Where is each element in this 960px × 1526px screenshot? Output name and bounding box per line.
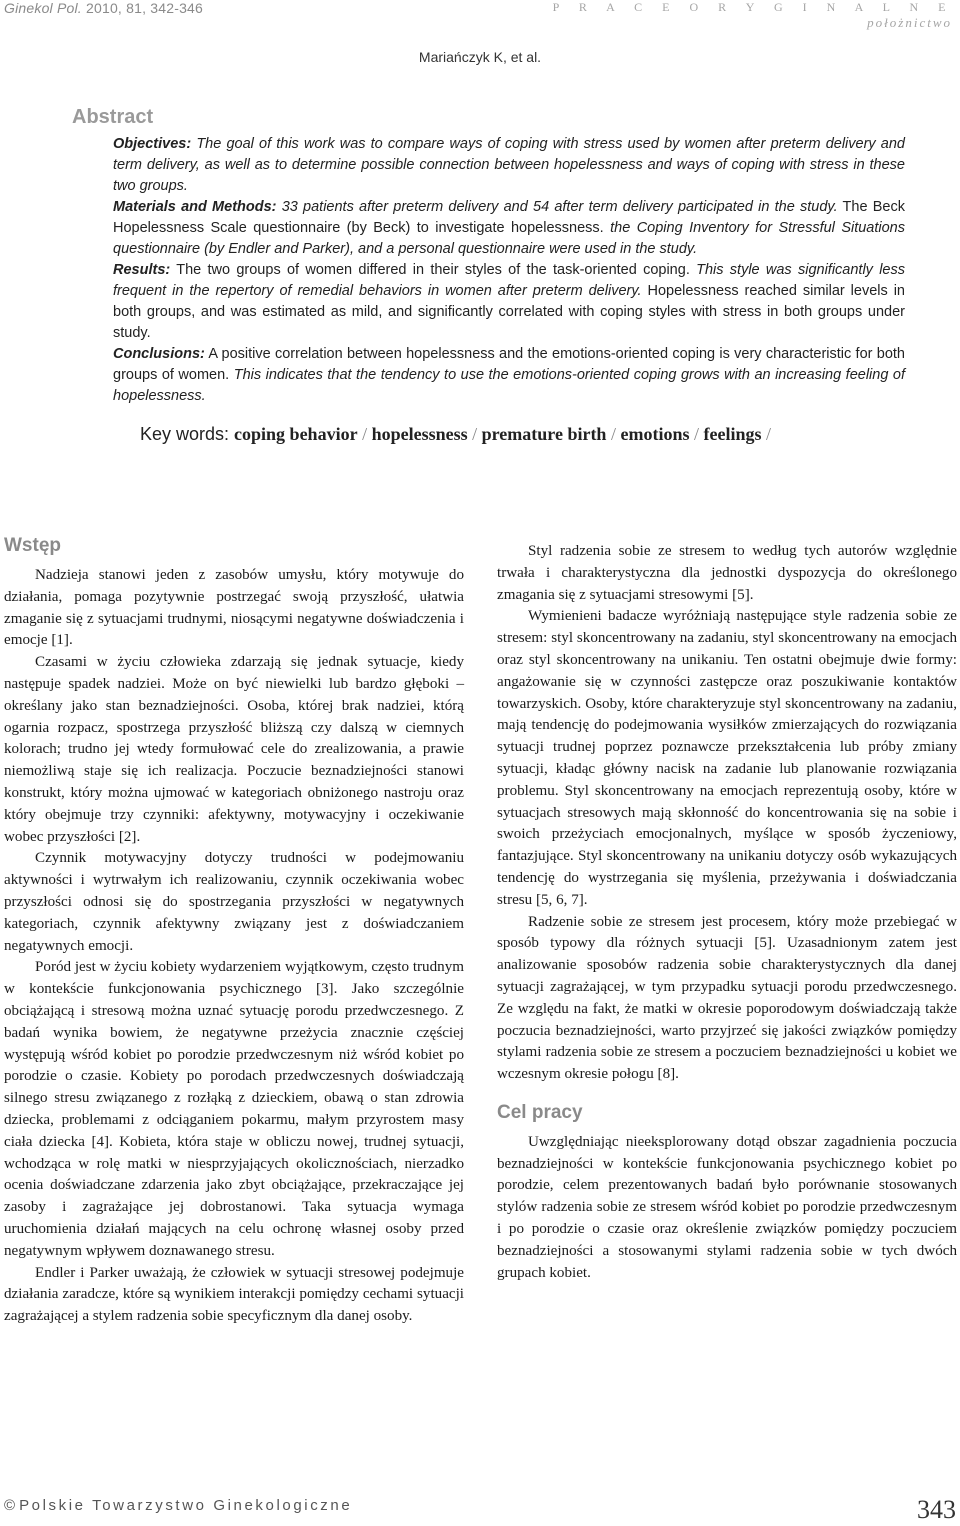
body-paragraph: Wymienieni badacze wyróżniają następujące style radzenia sobie ze stresem: styl skoncentrowany na zadaniu, styl skoncentrowany na emocjach oraz styl skoncentrowany na unikaniu. Ten ostatni obejmuje dwie formy: angażowanie się w czynności zastępcze oraz poszukiwanie kontaktów towarzyskich. Osoby, które charakteryzuje styl skoncentrowany na zadaniu, mają tendencję do podejmowania wysiłków zmierzających do rozwiązania sytuacji trudnej poprzez poznawcze przekształcenia lub próby zmiany sytuacji, kładąc główny nacisk na zadanie lub planowanie rozwiązania problemu. Styl skoncentrowany na emocjach reprezentują osoby, które w sytuacjach stresowych mają skłonność do koncentrowania się na sobie i swoich przeżyciach emocjonalnych, myślące w sposób życzeniowy, fantazjujące. Styl skoncentrowany na unikaniu dotyczy osób wykazujących tendencję do wystrzegania się myślenia, przeżywania i doświadczania stresu [5, 6, 7]. (497, 608, 957, 908)
results-text-2: This style was significantly less frequent in the repertory of remedial behaviors in women after preterm delivery. (113, 262, 905, 299)
conclusions-label: Conclusions: (113, 346, 205, 362)
keyword: premature birth (481, 424, 607, 444)
section-heading-cel-pracy: Cel pracy (497, 1101, 583, 1123)
society-name: Polskie Towarzystwo Ginekologiczne (19, 1497, 353, 1514)
section-label: P R A C E O R Y G I N A L N E (552, 0, 954, 14)
body-paragraph: Styl radzenia sobie ze stresem to według tych autorów względnie trwała i charakterystyczna dla jednostki dyspozycja do określonego zmagania się z sytuacjami stresowymi [5]. (497, 543, 957, 603)
section-sublabel: położnictwo (867, 15, 952, 30)
keyword: hopelessness (371, 424, 468, 444)
keyword-separator: / (467, 424, 482, 444)
body-paragraph: Czynnik motywacyjny dotyczy trudności w podejmowaniu aktywności i wytrwałym ich realizowaniu, czynnik oczekiwania wobec przyszłości odnosi się do spostrzegania przyszłości w negatywnych kategoriach, czynnik afektywny związany jest z doświadczaniem negatywnych emocji. (4, 850, 464, 954)
journal-volume: 2010, 81, 342-346 (81, 0, 204, 16)
methods-text-3: the Coping Inventory for Stressful Situations questionnaire (by Endler and Parker), and a personal questionnaire were used in the study. (113, 220, 905, 257)
keyword-separator: / (689, 424, 704, 444)
body-paragraph: Uwzględniając nieeksplorowany dotąd obszar zagadnienia poczucia beznadziejności w kontekście funkcjonowania psychicznego kobiet po porodzie, celem prezentowanych badań było porównanie stosowanych stylów radzenia sobie ze stresem wśród kobiet po porodzie przedwczesnym i po porodzie o czasie oraz określenie związków pomiędzy poczuciem beznadziejności a stosowanymi stylami radzenia sobie w tych dwóch grupach kobiet. (497, 1133, 957, 1281)
abstract-methods (113, 197, 905, 260)
methods-label: Materials and Methods: (113, 199, 277, 215)
keywords-label: Key words: (140, 424, 235, 444)
keyword-separator: / (357, 424, 372, 444)
abstract-body (113, 134, 905, 407)
keyword-separator: / (761, 424, 771, 444)
abstract-conclusions (113, 344, 905, 407)
section-heading-wstep: Wstęp (4, 535, 61, 556)
body-paragraph: Radzenie sobie ze stresem jest procesem, który może przebiegać w sposób typowy dla różnych sytuacji [5]. Uzasadnionym zatem jest analizowanie sposobów radzenia sobie charakterystycznych dla danej sytuacji zagrażającej, w tym przypadku sytuacji porodu przedwczesnego. Ze względu na fakt, że matki w okresie poporodowym doświadczają także poczucia beznadziejności, warto przyjrzeć się jakości związków pomiędzy stylami radzenia sobie ze stresem a poczuciem beznadziejności u kobiet we wczesnym okresie połogu [8]. (497, 913, 957, 1083)
left-column (4, 565, 464, 1328)
keyword: emotions (620, 424, 690, 444)
results-label: Results: (113, 262, 171, 278)
keyword-separator: / (606, 424, 621, 444)
copyright-icon: © (4, 1497, 16, 1514)
abstract-title: Abstract (72, 106, 154, 128)
body-paragraph: Poród jest w życiu kobiety wydarzeniem wyjątkowym, często trudnym w kontekście funkcjonowania psychicznego [3]. Jako szczególnie obciążającą i stresową można uznać sytuację porodu przedwczesnego. Z badań wynika bowiem, że negatywne przeżycia znacznie częściej występują wśród kobiet po porodzie przedwczesnym niż wśród kobiet po porodzie o czasie. Kobiety po porodach przedwczesnych doświadczają silnego stresu związanego z rozłąką z dzieckiem, obawą o stan zdrowia dziecka, problemami z odciąganiem pokarmu, małym przyrostem masy ciała dziecka [4]. Kobieta, która staje w obliczu nowej, trudnej sytuacji, wchodząca w rolę matki w niesprzyjających okolicznościach, nierzadko ocenia doświadczane zdarzenia jako zbyt obciążające, przekraczające jej zasoby i zagrażające jej dobrostanowi. Taka sytuacja wymaga uruchomienia działań mających na celu ochronę własnej osoby przed negatywnym wpływem doznawanego stresu. (4, 959, 464, 1259)
keywords-line (140, 424, 771, 445)
body-paragraph: Czasami w życiu człowieka zdarzają się jednak sytuacje, kiedy następuje spadek nadziei. Może on być niewielki lub bardzo głęboki – określany jako stan beznadziejności. Osoba, której brak nadziei, którą ogarnia rozpacz, spostrzega przyszłość bliższą czy dalszą w ciemnych kolorach; trudno jej wtedy formułować cele do zrealizowania, a prawie niemożliwą staje się ich realizacja. Poczucie beznadziejności stanowi konstrukt, który można ujmować w kategoriach obniżonego nastroju oraz który obejmuje trzy czynniki: afektywny, motywacyjny i oczekiwanie wobec przyszłości [2]. (4, 654, 464, 845)
right-column (497, 541, 957, 1284)
journal-citation (4, 0, 203, 16)
abstract-objectives (113, 134, 905, 197)
results-text-3: Hopelessness reached similar levels in both groups, and was estimated as mild, and significantly correlated with coping styles with stress in both groups under study. (113, 283, 905, 341)
abstract-results (113, 260, 905, 344)
journal-name: Ginekol Pol. (4, 0, 82, 16)
body-paragraph: Endler i Parker uważają, że człowiek w sytuacji stresowej podejmuje działania zaradcze, które są wynikiem interakcji pomiędzy cechami sytuacji zagrażającej a stylem radzenia sobie specyficznym dla danej osoby. (4, 1264, 464, 1325)
conclusions-text-2: This indicates that the tendency to use the emotions-oriented coping grows with an increasing feeling of hopelessness. (113, 367, 905, 404)
page-number: 343 (917, 1495, 956, 1524)
keyword: feelings (703, 424, 762, 444)
methods-text-2: The Beck Hopelessness Scale questionnaire (by Beck) to investigate hopelessness. (113, 199, 905, 236)
running-authors: Mariańczyk K, et al. (418, 49, 542, 65)
methods-text-1: 33 patients after preterm delivery and 54 after term delivery participated in the study. (276, 199, 838, 215)
objectives-label: Objectives: (113, 136, 192, 152)
conclusions-text-1: A positive correlation between hopelessness and the emotions-oriented coping is very characteristic for both groups of women. (113, 346, 905, 383)
objectives-text: The goal of this work was to compare ways of coping with stress used by women after preterm delivery and term delivery, as well as to determine possible connection between hopelessness and ways of coping with stress in these two groups. (113, 136, 905, 194)
footer-society (4, 1497, 352, 1514)
results-text-1: The two groups of women differed in their styles of the task-oriented coping. (170, 262, 690, 278)
body-paragraph: Nadzieja stanowi jeden z zasobów umysłu, który motywuje do działania, pomaga pozytywnie postrzegać swoją przyszłość, ułatwia zmaganie się z sytuacjami trudnymi, niosącymi negatywne doświadczenia i emocje [1]. (4, 567, 464, 649)
keyword: coping behavior (234, 424, 358, 444)
